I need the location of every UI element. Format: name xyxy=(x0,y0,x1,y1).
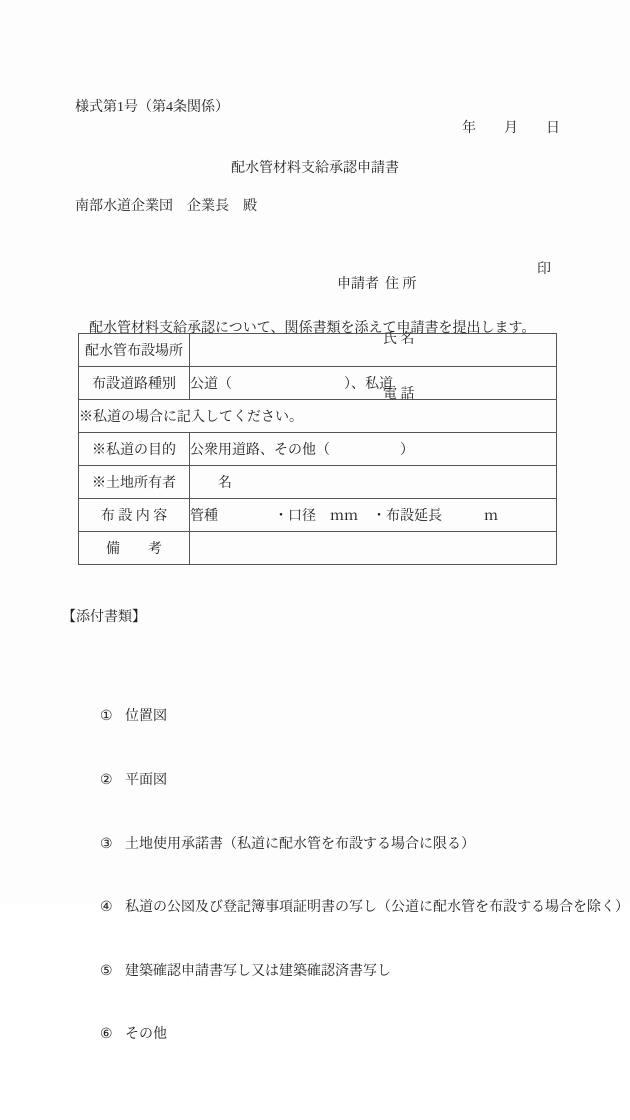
row-label-installation-details: 布 設 内 容 xyxy=(79,499,190,532)
list-item xyxy=(100,1024,629,1045)
attachments-header: 【添付書類】 xyxy=(62,610,146,625)
page-title: 配水管材料支給承認申請書 xyxy=(231,161,399,176)
attachments-section xyxy=(62,574,629,1120)
item-text: 平面図 xyxy=(125,773,167,789)
date-line: 年 月 日 xyxy=(462,121,560,136)
name-label: 氏 名 xyxy=(383,332,415,348)
item-text: 土地使用承諾書（私道に配水管を布設する場合に限る） xyxy=(125,836,475,852)
application-table xyxy=(78,333,557,565)
row-value-road-type: 公道（ ）、私道 xyxy=(190,367,557,400)
attachments-list xyxy=(62,664,629,1088)
row-label-remarks: 備 考 xyxy=(79,532,190,565)
row-label-pipe-location: 配水管布設場所 xyxy=(79,334,190,367)
item-text: 建築確認申請書写し又は建築確認済書写し xyxy=(125,963,391,979)
statement-line: 配水管材料支給承認について、関係書類を添えて申請書を提出します。 xyxy=(75,321,536,336)
row-value-remarks xyxy=(190,532,557,565)
table-row xyxy=(79,334,557,367)
row-value-private-road-purpose: 公衆用道路、その他（ ） xyxy=(190,433,557,466)
list-item xyxy=(100,961,629,982)
table-row xyxy=(79,466,557,499)
table-row xyxy=(79,367,557,400)
list-item xyxy=(100,706,629,727)
list-item xyxy=(100,834,629,855)
item-text: 私道の公図及び登記簿事項証明書の写し（公道に配水管を布設する場合を除く） xyxy=(125,900,629,916)
item-text: 位置図 xyxy=(125,709,167,725)
table-row xyxy=(79,433,557,466)
item-number: ⑤ xyxy=(100,963,113,979)
row-value-pipe-location xyxy=(190,334,557,367)
item-number: ⑥ xyxy=(100,1027,113,1043)
row-value-installation-details: 管種 ・口径 ｍｍ ・布設延長 ｍ xyxy=(190,499,557,532)
applicant-label: 申請者 xyxy=(337,276,379,292)
row-label-road-type: 布設道路種別 xyxy=(79,367,190,400)
list-item xyxy=(100,897,629,918)
item-number: ② xyxy=(100,773,113,789)
table-row xyxy=(79,400,557,433)
addressee-line: 南部水道企業団 企業長 殿 xyxy=(75,199,257,214)
seal-mark: 印 xyxy=(537,262,551,277)
list-item xyxy=(100,770,629,791)
table-row xyxy=(79,499,557,532)
item-number: ③ xyxy=(100,836,113,852)
row-value-land-owner: 名 xyxy=(190,466,557,499)
address-label: 住 所 xyxy=(385,276,417,292)
item-number: ① xyxy=(100,709,113,725)
row-label-private-road-purpose: ※私道の目的 xyxy=(79,433,190,466)
private-road-note: ※私道の場合に記入してください。 xyxy=(79,400,557,433)
phone-label: 電 話 xyxy=(383,387,415,403)
form-number: 様式第1号（第4条関係） xyxy=(75,100,229,115)
table-row xyxy=(79,532,557,565)
applicant-address-line xyxy=(337,276,417,294)
item-number: ④ xyxy=(100,900,113,916)
item-text: その他 xyxy=(125,1027,167,1043)
row-label-land-owner: ※土地所有者 xyxy=(79,466,190,499)
